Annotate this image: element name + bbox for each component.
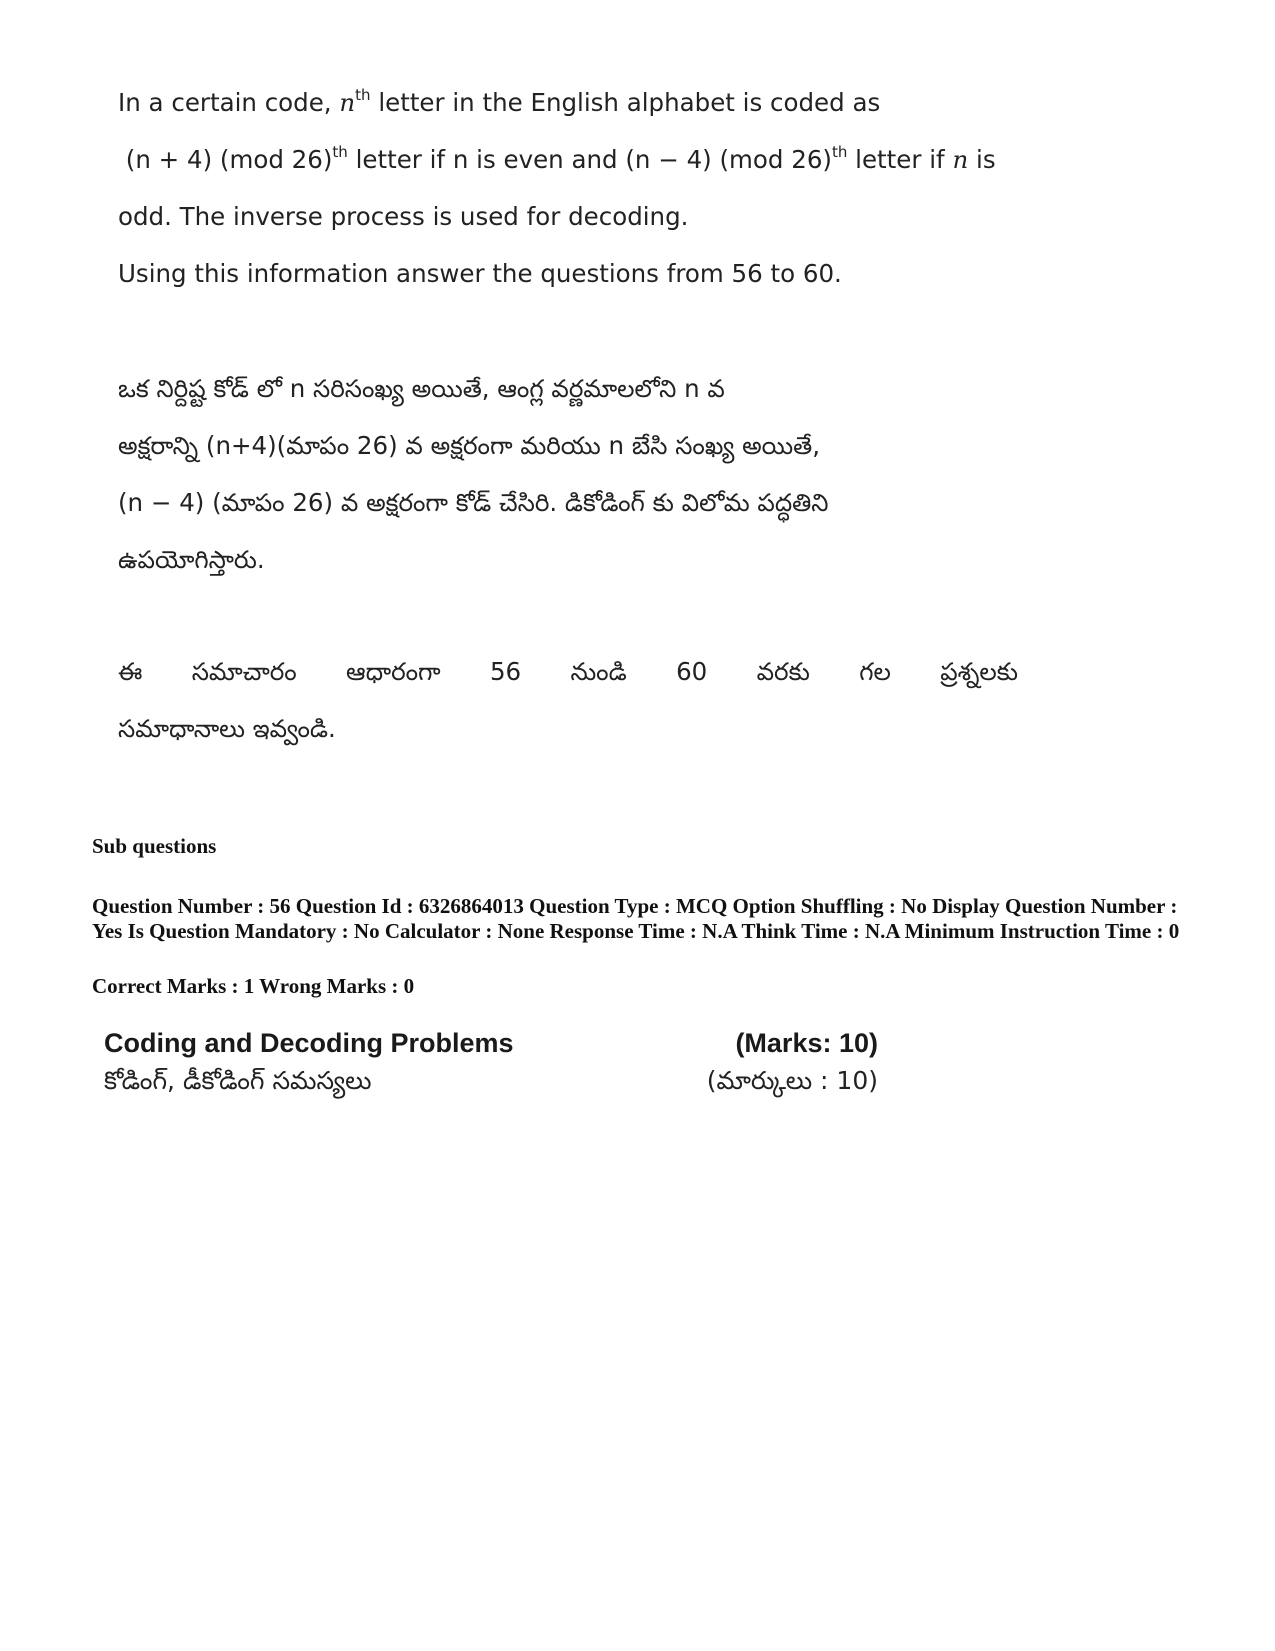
passage-line: (n − 4) (మాపం 26) వ అక్షరంగా కోడ్ చేసిరి. డికోడింగ్ కు విలోమ పద్ధతిని xyxy=(118,488,829,517)
section-row-telugu xyxy=(104,1062,884,1100)
passage-text: In a certain code, xyxy=(118,88,340,117)
section-title-telugu: కోడింగ్, డీకోడింగ్ సమస్యలు xyxy=(104,1066,372,1095)
section-title: Coding and Decoding Problems xyxy=(104,1028,514,1058)
math-expression: (n − 4) (mod 26) xyxy=(625,145,832,174)
word: సమాచారం xyxy=(191,657,297,686)
word: వరకు xyxy=(756,657,810,686)
math-expression: (n + 4) (mod 26) xyxy=(125,145,333,174)
section-marks: (Marks: 10) xyxy=(735,1028,878,1058)
passage-line: Using this information answer the questions from 56 to 60. xyxy=(118,259,842,288)
passage-text: letter in the English alphabet is coded as xyxy=(370,88,881,117)
passage-text: is xyxy=(968,145,996,174)
marks-info: Correct Marks : 1 Wrong Marks : 0 xyxy=(92,974,415,998)
section-header xyxy=(104,1024,884,1100)
word: నుండి xyxy=(570,657,627,686)
telugu-passage xyxy=(118,360,1018,588)
superscript: th xyxy=(332,142,348,161)
passage-line: ఉపయోగిస్తారు. xyxy=(118,545,265,574)
passage-line xyxy=(118,643,1018,700)
superscript: th xyxy=(832,142,848,161)
math-variable: n xyxy=(952,145,969,174)
passage-text: letter if n is even and xyxy=(347,145,626,174)
math-variable: n xyxy=(339,88,356,117)
question-metadata: Question Number : 56 Question Id : 6326864013 Question Type : MCQ Option Shuffling : No Display Question Number : Yes Is Question Mandatory : No Calculator : None Response Time : N.A Think Time : N.A Minimum Instruction Time : 0 xyxy=(92,894,1180,943)
telugu-instruction xyxy=(118,643,1018,757)
word: గల xyxy=(859,657,891,686)
section-marks-telugu: (మార్కులు : 10) xyxy=(706,1066,878,1095)
passage-line: ఒక నిర్దిష్ట కోడ్ లో n సరిసంఖ్య అయితే, ఆంగ్ల వర్ణమాలలోని n వ xyxy=(118,374,725,403)
word: 60 xyxy=(676,657,708,686)
passage-line: సమాధానాలు ఇవ్వండి. xyxy=(118,714,336,743)
english-passage xyxy=(118,74,1018,302)
section-row-english xyxy=(104,1024,884,1062)
passage-line xyxy=(118,74,1018,131)
sub-questions-heading: Sub questions xyxy=(92,834,217,858)
passage-text: letter if xyxy=(847,145,953,174)
word: ఈ xyxy=(118,657,143,686)
word: ఆధారంగా xyxy=(346,657,441,686)
passage-line: odd. The inverse process is used for decoding. xyxy=(118,202,689,231)
word: 56 xyxy=(489,657,522,686)
word: ప్రశ్నలకు xyxy=(940,657,1018,686)
superscript: th xyxy=(355,85,371,104)
passage-line xyxy=(118,131,1018,188)
passage-line: అక్షరాన్ని (n+4)(మాపం 26) వ అక్షరంగా మరియు n బేసి సంఖ్య అయితే, xyxy=(118,431,821,460)
